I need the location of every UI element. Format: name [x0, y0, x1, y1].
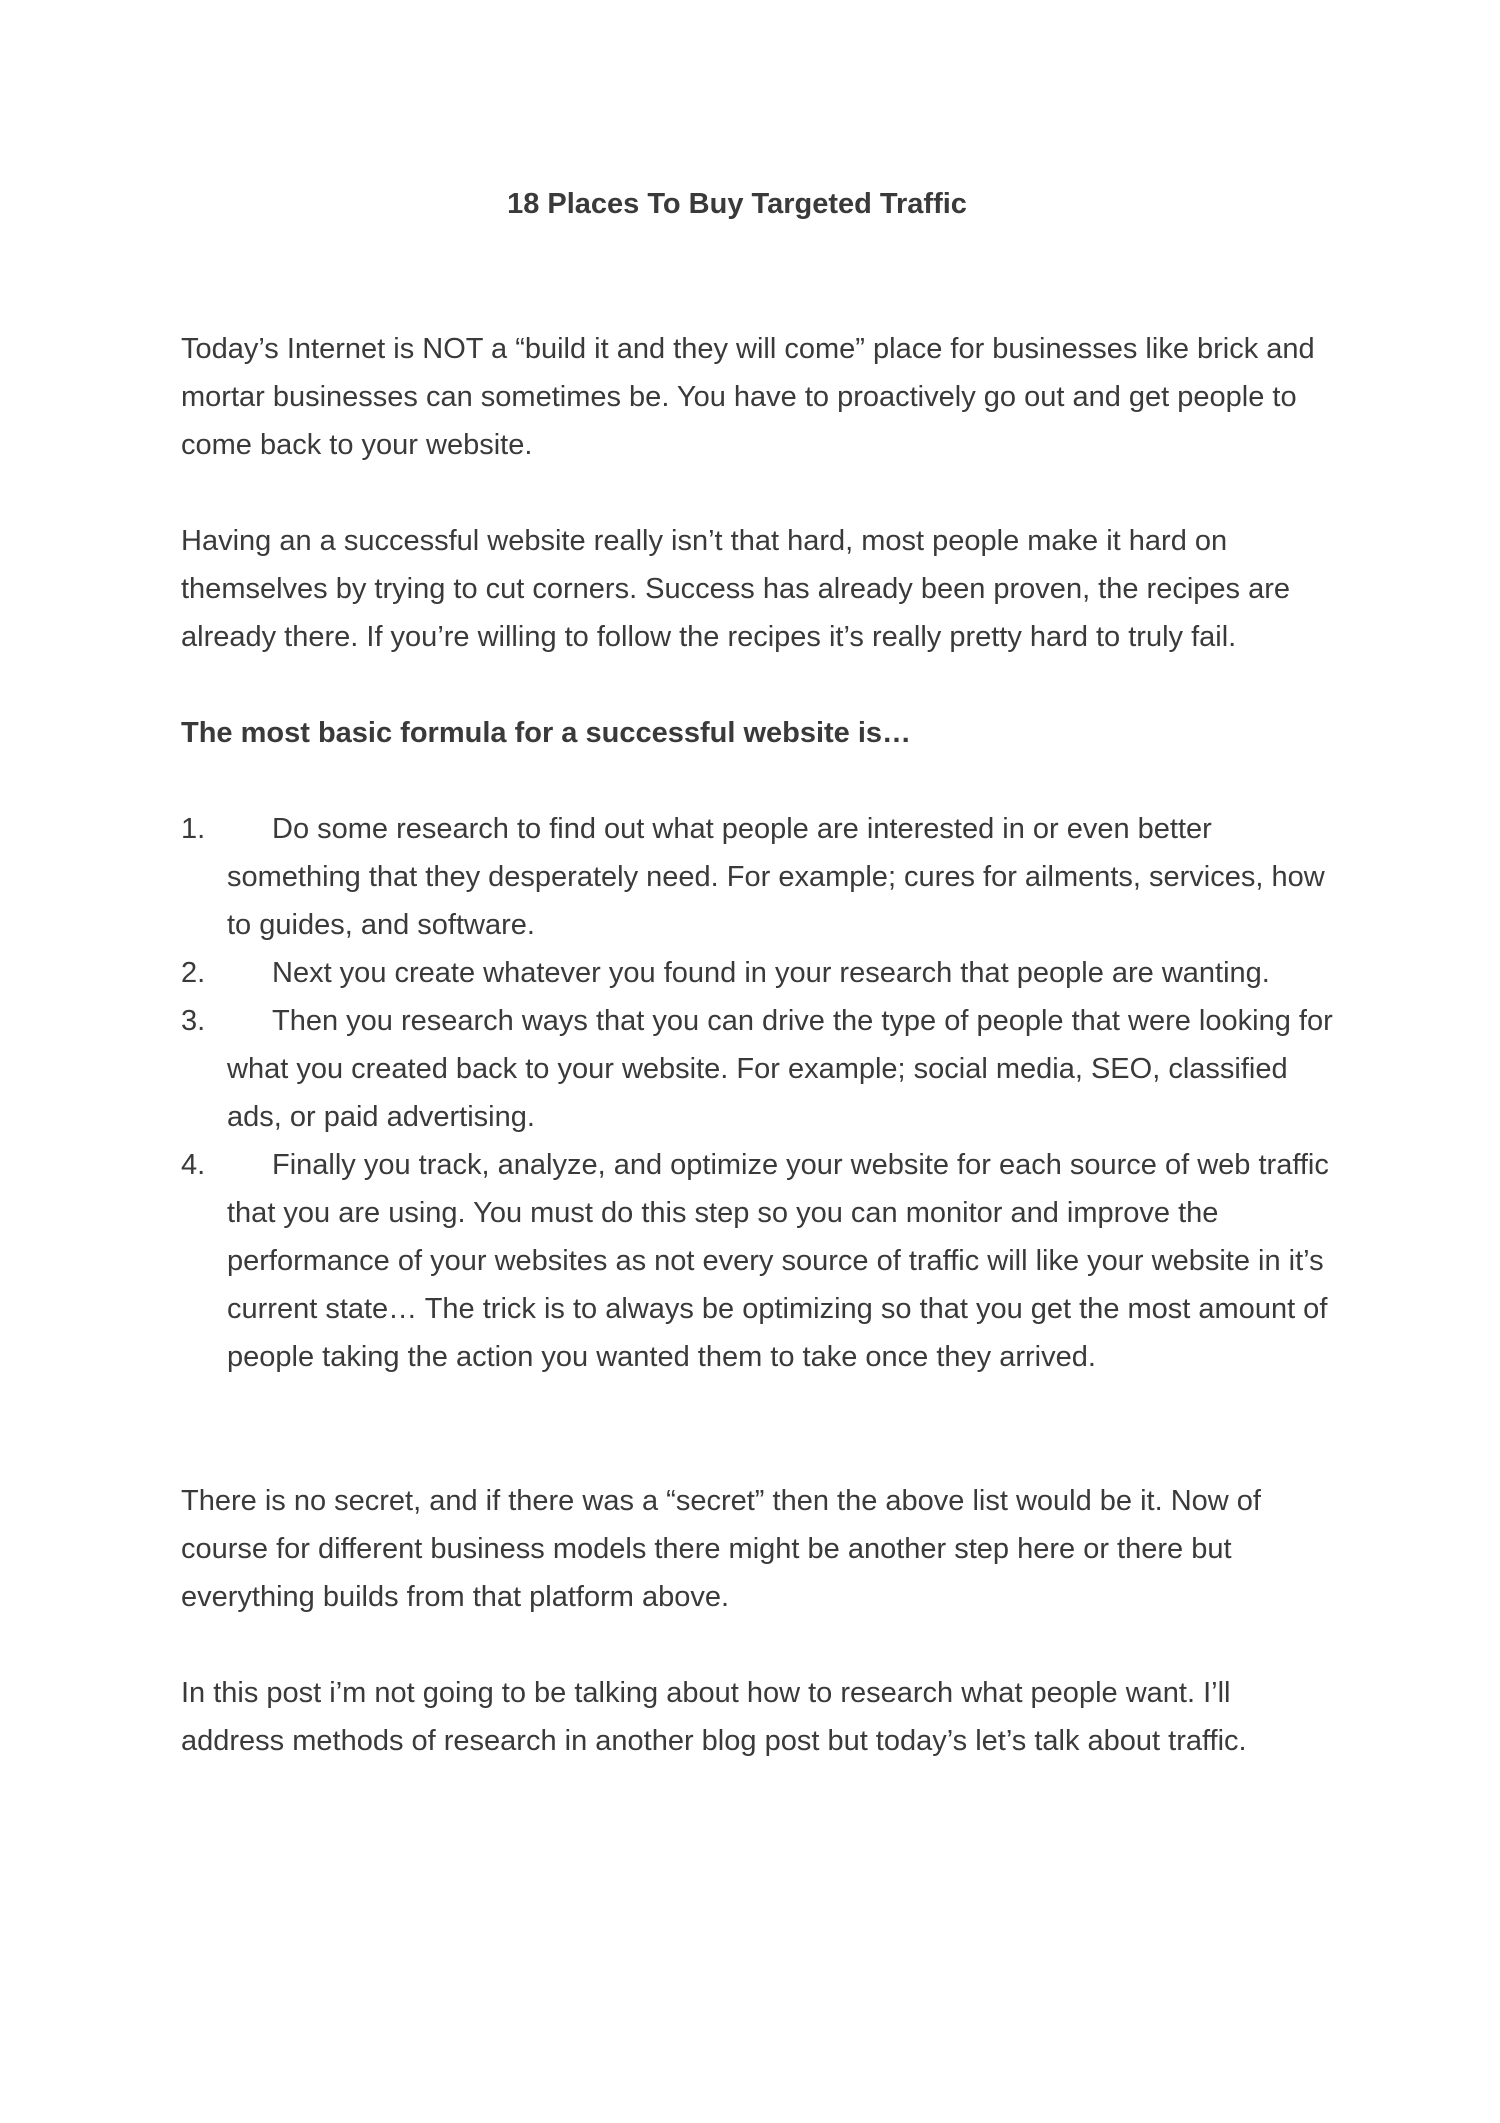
list-item-text: Finally you track, analyze, and optimize your website for each source of web traffic that you are using. You must do this step so you can monitor and improve the performance of your websites as not every source of traffic will like your website in it’s current state… The trick is to always be optimizing so that you get the most amount of people taking the action you wanted them to take once they arrived. [227, 1149, 1329, 1373]
list-item-number: 4. [181, 1149, 206, 1181]
list-item [181, 949, 1341, 997]
list-item [181, 1141, 1341, 1381]
document-title: 18 Places To Buy Targeted Traffic [507, 188, 967, 220]
closing-paragraph: There is no secret, and if there was a “secret” then the above list would be it. Now of course for different business models there might be another step here or there but everything builds from that platform above. [181, 1485, 1261, 1613]
list-item-text: Next you create whatever you found in your research that people are wanting. [272, 957, 1270, 989]
list-item [181, 997, 1341, 1141]
list-item-number: 1. [181, 813, 206, 845]
intro-paragraph: Having an a successful website really isn’t that hard, most people make it hard on themselves by trying to cut corners. Success has already been proven, the recipes are already there. If you’re willing to follow the recipes it’s really pretty hard to truly fail. [181, 525, 1291, 653]
formula-subheading: The most basic formula for a successful website is… [181, 717, 912, 749]
intro-paragraph: Today’s Internet is NOT a “build it and they will come” place for businesses like brick and mortar businesses can sometimes be. You have to proactively go out and get people to come back to your website. [181, 333, 1315, 461]
closing-paragraph: In this post i’m not going to be talking about how to research what people want. I’ll address methods of research in another blog post but today’s let’s talk about traffic. [181, 1677, 1247, 1757]
list-item-number: 3. [181, 1005, 206, 1037]
section-spacer [181, 1381, 1341, 1477]
formula-steps-list [181, 805, 1341, 1381]
list-item-text: Then you research ways that you can drive the type of people that were looking for what you created back to your website. For example; social media, SEO, classified ads, or paid advertising. [227, 1005, 1333, 1133]
list-item [181, 805, 1341, 949]
document-body [181, 325, 1341, 1813]
list-item-text: Do some research to find out what people are interested in or even better something that they desperately need. For example; cures for ailments, services, how to guides, and software. [227, 813, 1325, 941]
list-item-number: 2. [181, 957, 206, 989]
